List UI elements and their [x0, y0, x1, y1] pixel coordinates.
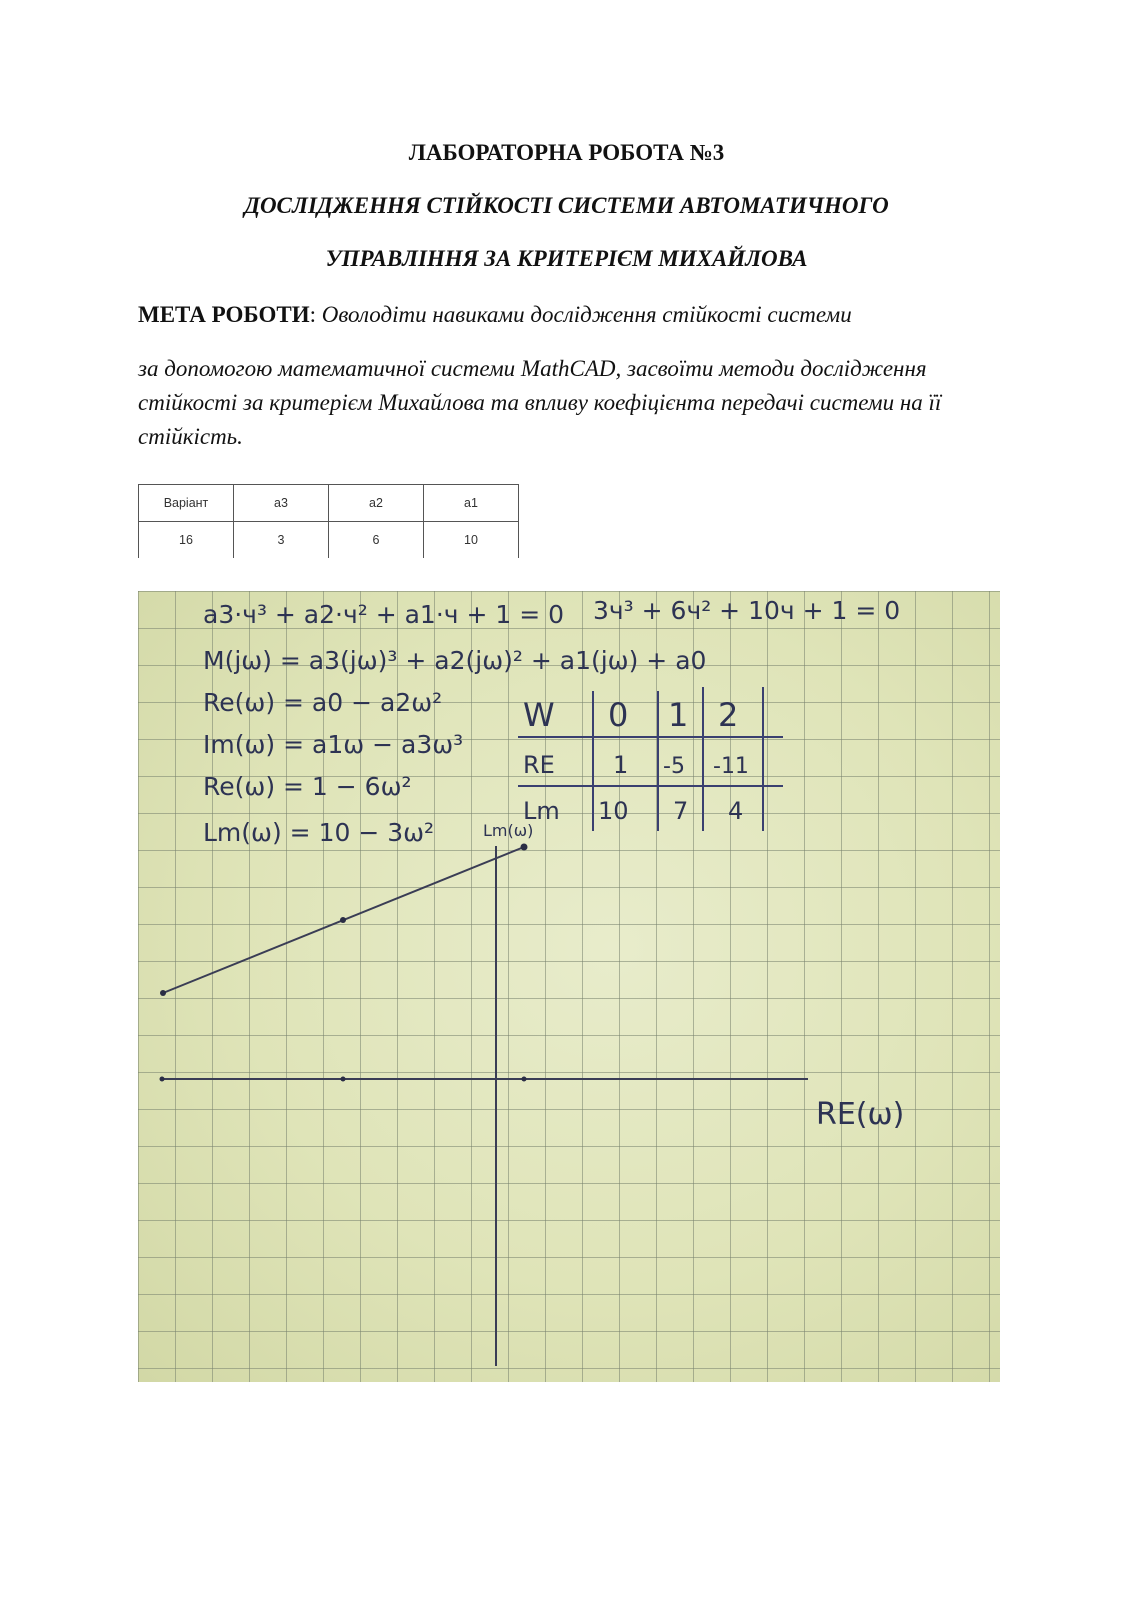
- table-w-1: 1: [668, 696, 689, 734]
- real-part-numeric-equation: Re(ω) = 1 − 6ω²: [203, 772, 412, 801]
- goal-text-first-line: Оволодіти навиками дослідження стійкості системи: [321, 302, 852, 327]
- table-im-1: 7: [673, 797, 689, 825]
- table-im-label: Lm: [523, 797, 560, 825]
- re-axis-tick-mid: [341, 1077, 346, 1082]
- imag-part-numeric-equation: Lm(ω) = 10 − 3ω²: [203, 818, 435, 847]
- handwritten-notes-drawing: [138, 591, 1000, 1382]
- a1-header-cell: a1: [424, 485, 519, 522]
- variant-value-cell: 16: [139, 522, 234, 559]
- table-re-label: RE: [523, 751, 555, 779]
- variant-table-header-row: [139, 485, 519, 522]
- a2-header-cell: a2: [329, 485, 424, 522]
- hodograph-point-w2: [160, 990, 166, 996]
- imag-part-general-equation: Im(ω) = a1ω − a3ω³: [203, 730, 464, 759]
- re-axis-tick-left: [160, 1077, 165, 1082]
- table-im-0: 10: [598, 797, 629, 825]
- table-re-0: 1: [613, 751, 629, 779]
- a3-header-cell: a3: [234, 485, 329, 522]
- goal-text-continuation: за допомогою математичної системи MathCAD, засвоїти методи дослідження стійкості за критерієм Михайлова та впливу коефіцієнта передачі системи на її стійкість.: [138, 356, 942, 449]
- re-axis-label: RE(ω): [816, 1097, 905, 1132]
- a3-value-cell: 3: [234, 522, 329, 559]
- table-re-1: -5: [663, 754, 685, 779]
- variant-table: [138, 484, 519, 558]
- hodograph-point-w1: [340, 917, 346, 923]
- re-axis-tick-right: [522, 1077, 527, 1082]
- table-w-0: 0: [608, 696, 629, 734]
- goal-paragraph: [138, 298, 998, 332]
- table-im-2: 4: [728, 797, 744, 825]
- im-axis-label: Lm(ω): [483, 821, 534, 840]
- real-part-general-equation: Re(ω) = a0 − a2ω²: [203, 688, 443, 717]
- a2-value-cell: 6: [329, 522, 424, 559]
- table-re-2: -11: [713, 754, 749, 779]
- variant-header-cell: Варіант: [139, 485, 234, 522]
- handwritten-notes-photo: [138, 591, 1000, 1382]
- page-title: ЛАБОРАТОРНА РОБОТА №3: [408, 140, 725, 165]
- page-subtitle-line-1: ДОСЛІДЖЕННЯ СТІЙКОСТІ СИСТЕМИ АВТОМАТИЧНОГО: [244, 193, 889, 218]
- a1-value-cell: 10: [424, 522, 519, 559]
- characteristic-equation-general: a3·ч³ + a2·ч² + a1·ч + 1 = 0: [203, 600, 565, 629]
- characteristic-equation-numeric: 3ч³ + 6ч² + 10ч + 1 = 0: [593, 596, 901, 625]
- page-subtitle-line-2: УПРАВЛІННЯ ЗА КРИТЕРІЄМ МИХАЙЛОВА: [325, 246, 808, 271]
- hodograph-point-w0: [521, 844, 528, 851]
- mikhailov-function-equation: M(jω) = a3(jω)³ + a2(jω)² + a1(jω) + a0: [203, 646, 707, 675]
- table-w-label: W: [523, 696, 555, 734]
- table-w-2: 2: [718, 696, 739, 734]
- goal-separator: :: [309, 302, 316, 327]
- variant-table-row: [139, 522, 519, 559]
- goal-label: МЕТА РОБОТИ: [138, 302, 310, 327]
